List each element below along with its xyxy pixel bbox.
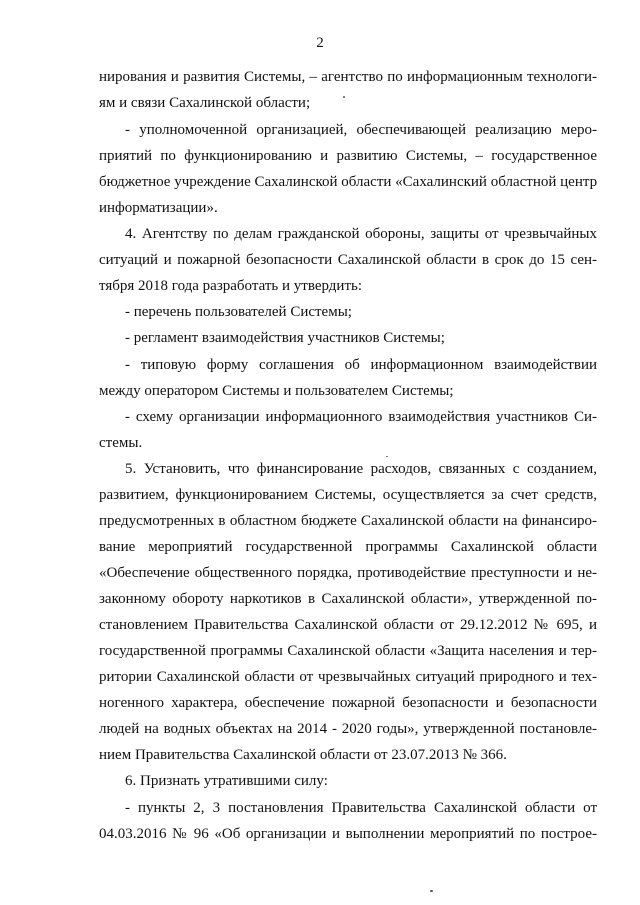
text-line: законному обороту наркотиков в Сахалинской области», утвержденной по- — [99, 591, 597, 607]
text-line: ям и связи Сахалинской области; — [99, 95, 311, 111]
text-line: нием Правительства Сахалинской области от 23.07.2013 № 366. — [99, 747, 507, 763]
text-line: «Обеспечение общественного порядка, противодействие преступности и не- — [99, 565, 597, 581]
text-line: между оператором Системы и пользователем Системы; — [99, 383, 454, 399]
text-line: предусмотренных в областном бюджете Сахалинской области на финансиро- — [99, 513, 597, 529]
text-line: вание мероприятий государственной программы Сахалинской области — [99, 539, 597, 555]
text-line: - типовую форму соглашения об информационном взаимодействии — [125, 357, 597, 373]
text-line: - уполномоченной организацией, обеспечивающей реализацию меро- — [125, 122, 597, 138]
text-line: - схему организации информационного взаимодействия участников Си- — [125, 409, 597, 425]
text-line: 4. Агентству по делам гражданской обороны, защиты от чрезвычайных — [125, 226, 597, 242]
text-line: государственной программы Сахалинской области «Защита населения и тер- — [99, 643, 597, 659]
text-line: людей на водных объектах на 2014 - 2020 годы», утвержденной постановле- — [99, 721, 597, 737]
text-line: развитием, функционированием Системы, осуществляется за счет средств, — [99, 487, 597, 503]
text-line: информатизации». — [99, 200, 218, 216]
text-line: нирования и развития Системы, – агентство по информационным технологи- — [99, 69, 597, 85]
text-line: - пункты 2, 3 постановления Правительства Сахалинской области от — [125, 800, 597, 816]
scan-speck — [343, 96, 345, 98]
scan-speck — [386, 456, 388, 457]
text-line: - регламент взаимодействия участников Системы; — [125, 330, 445, 346]
page-number: 2 — [316, 35, 324, 51]
text-line: - перечень пользователей Системы; — [125, 304, 352, 320]
text-line: 6. Признать утратившими силу: — [125, 773, 328, 789]
text-line: ситуаций и пожарной безопасности Сахалинской области в срок до 15 сен- — [99, 252, 597, 268]
text-line: бюджетное учреждение Сахалинской области «Сахалинский областной центр — [99, 174, 597, 190]
text-line: 5. Установить, что финансирование расходов, связанных с созданием, — [125, 461, 597, 477]
text-line: ритории Сахалинской области от чрезвычайных ситуаций природного и тех- — [99, 669, 597, 685]
text-line: становлением Правительства Сахалинской области от 29.12.2012 № 695, и — [99, 617, 597, 633]
text-line: 04.03.2016 № 96 «Об организации и выполнении мероприятий по построе- — [99, 826, 597, 842]
scan-speck — [430, 890, 433, 892]
text-line: тября 2018 года разработать и утвердить: — [99, 278, 363, 294]
text-line: приятий по функционированию и развитию Системы, – государственное — [99, 148, 597, 164]
text-line: стемы. — [99, 435, 143, 451]
text-line: ногенного характера, обеспечение пожарной безопасности и безопасности — [99, 695, 597, 711]
